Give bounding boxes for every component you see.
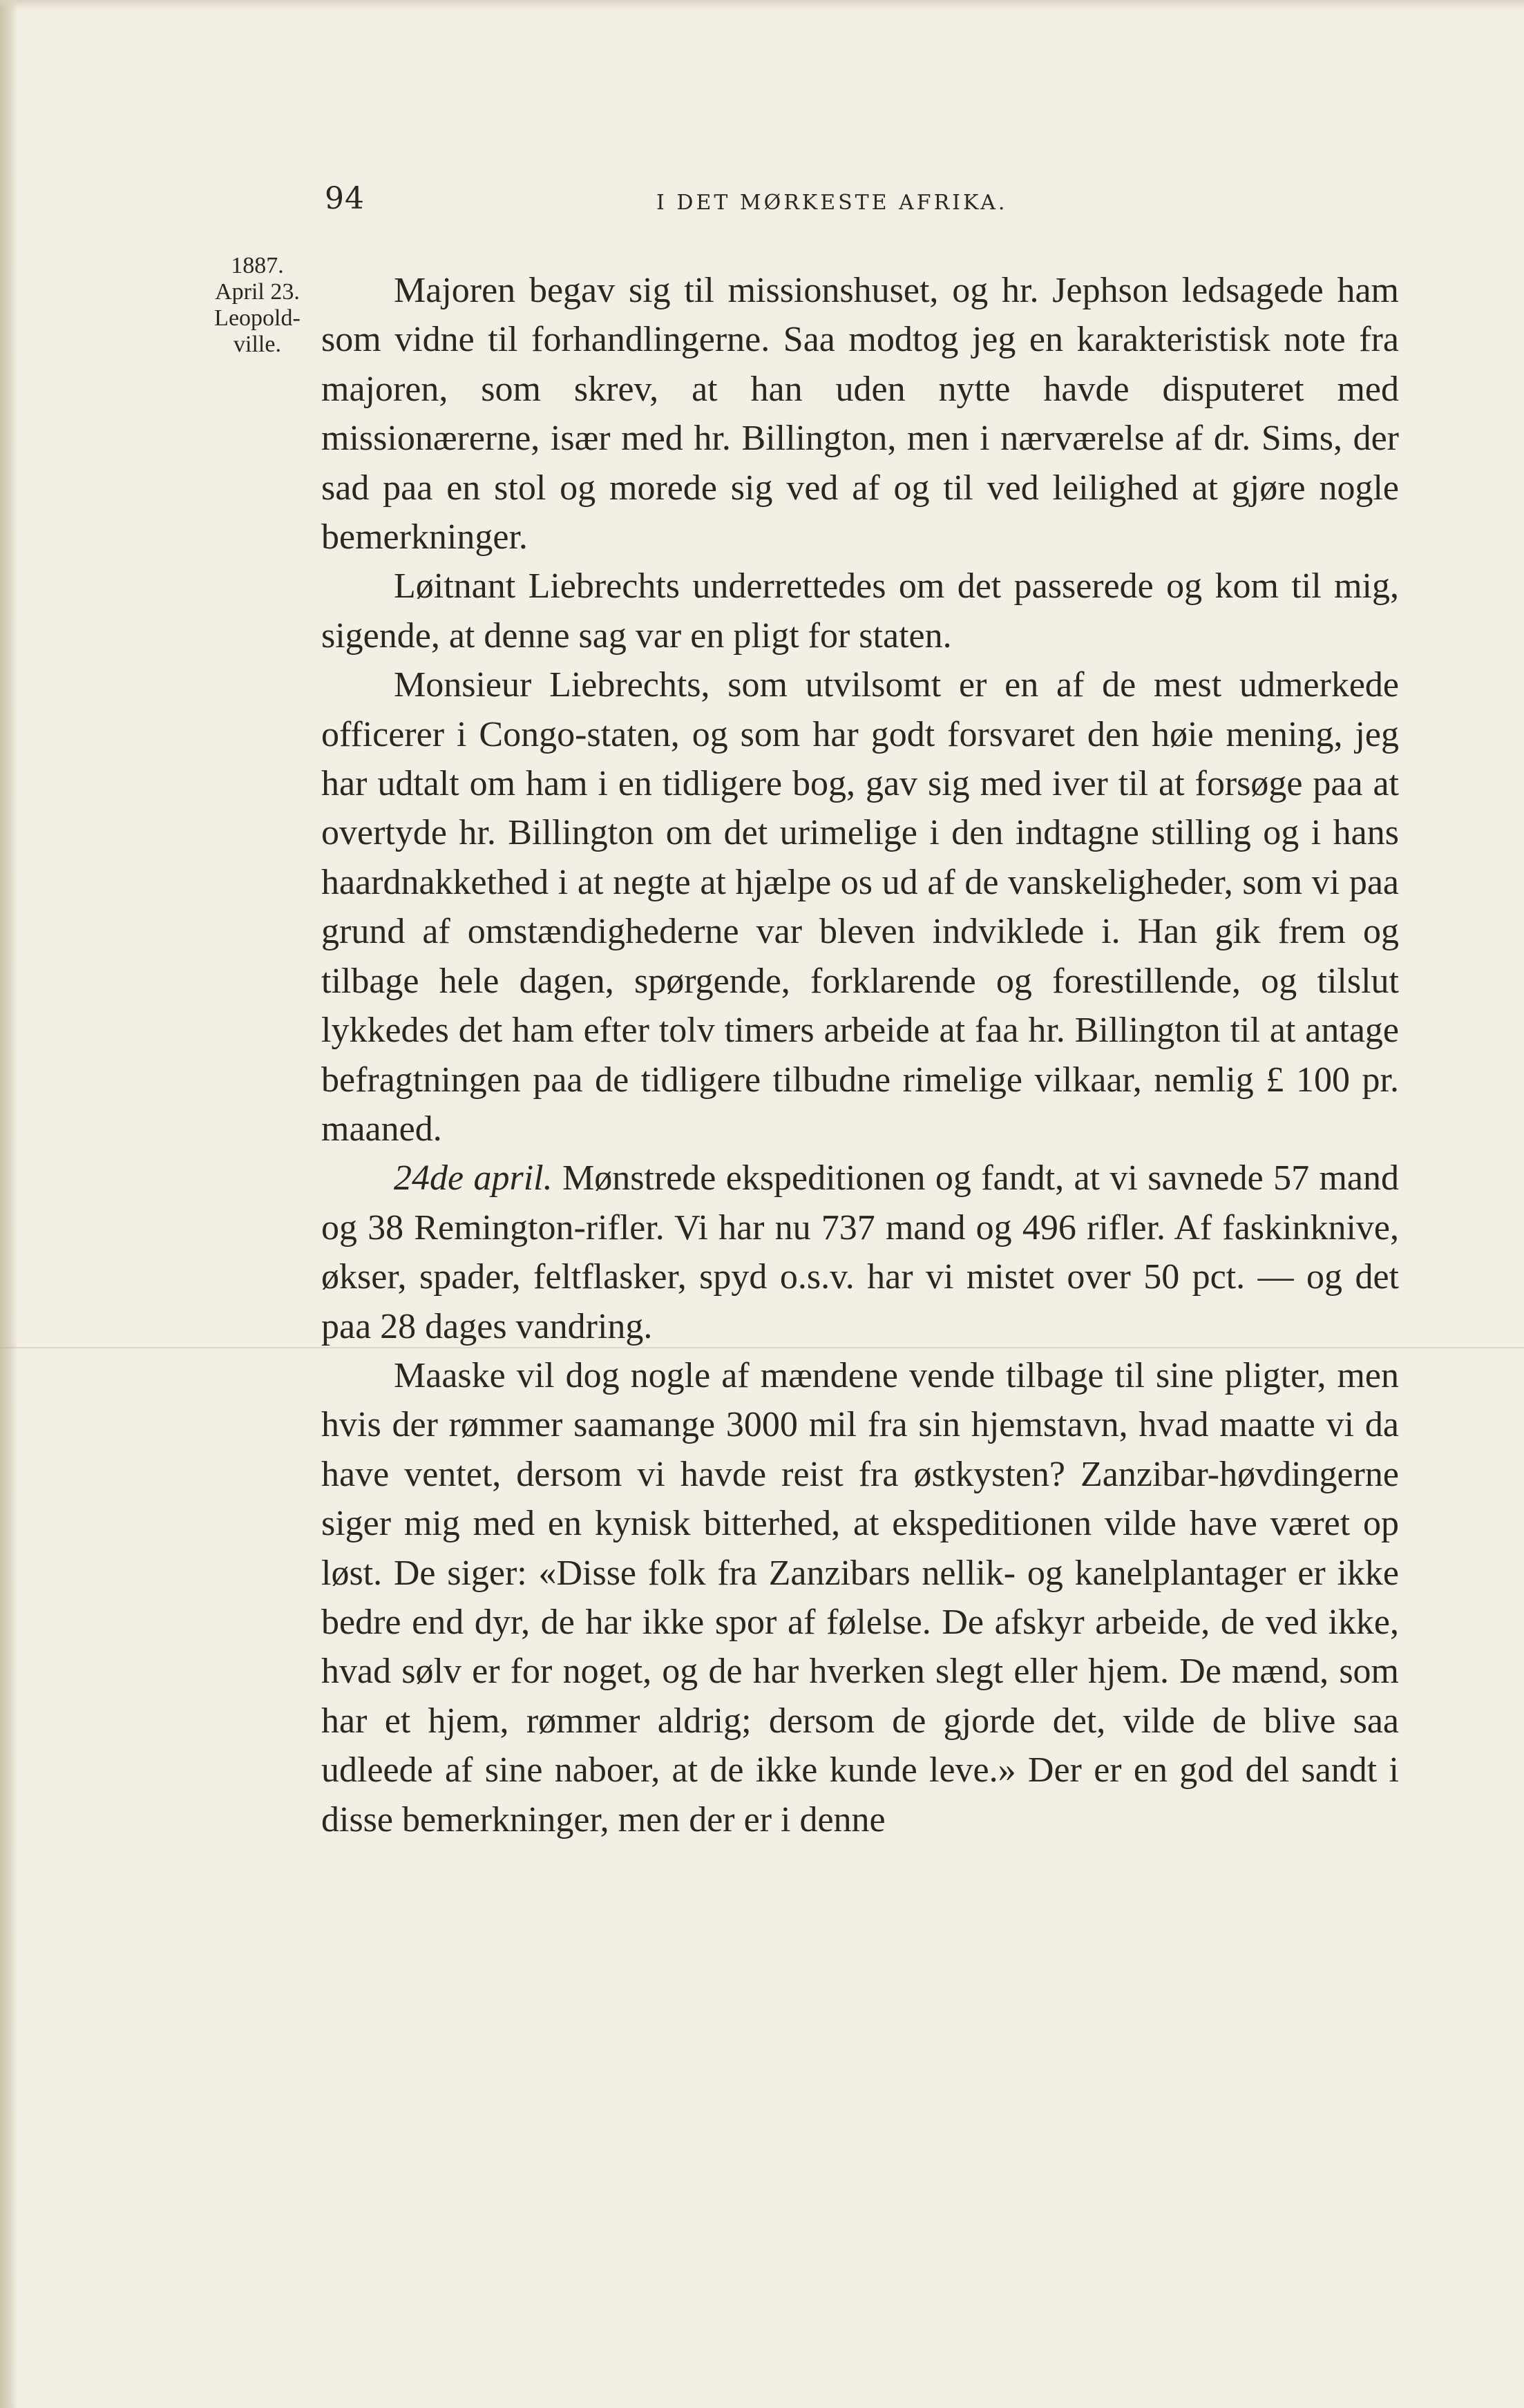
date-lead: 24de april. (394, 1158, 553, 1198)
paragraph-1: Majoren begav sig til missionshuset, og hr. Jephson ledsagede ham som vidne til forhandlingerne. Saa modtog jeg en karakteristisk note fra majoren, som skrev, at han uden nytte havde disputeret med missionærerne, især med hr. Billington, men i nærværelse af dr. Sims, der sad paa en stol og morede sig ved af og til ved leilighed at gjøre nogle bemerkninger. (321, 271, 1399, 557)
margin-date: April 23. (215, 279, 300, 305)
margin-note (187, 253, 328, 358)
page-header (325, 181, 1402, 222)
paragraph-5: Maaske vil dog nogle af mændene vende tilbage til sine pligter, men hvis der rømmer saamange 3000 mil fra sin hjemstavn, hvad maatte vi da have ventet, dersom vi havde reist fra østkysten? Zanzibar-høvdingerne siger mig med en kynisk bitterhed, at ekspeditionen vilde have været op løst. De siger: «Disse folk fra Zanzibars nellik- og kanelplantager er ikke bedre end dyr, de har ikke spor af følelse. De afskyr arbeide, de ved ikke, hvad sølv er for noget, og de har hverken slegt eller hjem. De mænd, som har et hjem, rømmer aldrig; dersom de gjorde det, vilde de blive saa udleede af sine naboer, at de ikke kunde leve.» Der er en god del sandt i disse bemerkninger, men der er i denne (321, 1355, 1399, 1840)
running-title: I DET MØRKESTE AFRIKA. (656, 191, 1008, 215)
margin-place-line2: ville. (234, 332, 281, 357)
paragraph-3: Monsieur Liebrechts, som utvilsomt er en af de mest udmerkede officerer i Congo-staten, og som har godt forsvaret den høie mening, jeg har udtalt om ham i en tidligere bog, gav sig med iver til at forsøge paa at overtyde hr. Billington om det urimelige i den indtagne stilling og i hans haardnakkethed i at negte at hjælpe os ud af de vanskeligheder, som vi paa grund af omstændighederne var bleven indviklede i. Han gik frem og tilbage hele dagen, spørgende, forklarende og forestillende, og tilslut lykkedes det ham efter tolv timers arbeide at faa hr. Billington til at antage befragtningen paa de tidligere tilbudne rimelige vilkaar, nemlig £ 100 pr. maaned. (321, 665, 1399, 1149)
margin-place-line1: Leopold- (214, 305, 301, 331)
paragraph-2: Løitnant Liebrechts underrettedes om det passerede og kom til mig, sigende, at denne sag var en pligt for staten. (321, 566, 1399, 656)
body-text (321, 266, 1399, 1844)
paragraph-4 (321, 1154, 1399, 1351)
page-number: 94 (325, 181, 365, 216)
page-edge-shadow (0, 0, 18, 2408)
page-top-shadow (0, 0, 1524, 10)
margin-year: 1887. (231, 253, 284, 278)
paragraph-4-text: Mønstrede ekspeditionen og fandt, at vi savnede 57 mand og 38 Remington-rifler. Vi har nu 737 mand og 496 rifler. Af faskinknive, økser, spader, feltflasker, spyd o.s.v. har vi mistet over 50 pct. — og det paa 28 dages vandring. (321, 1158, 1399, 1346)
